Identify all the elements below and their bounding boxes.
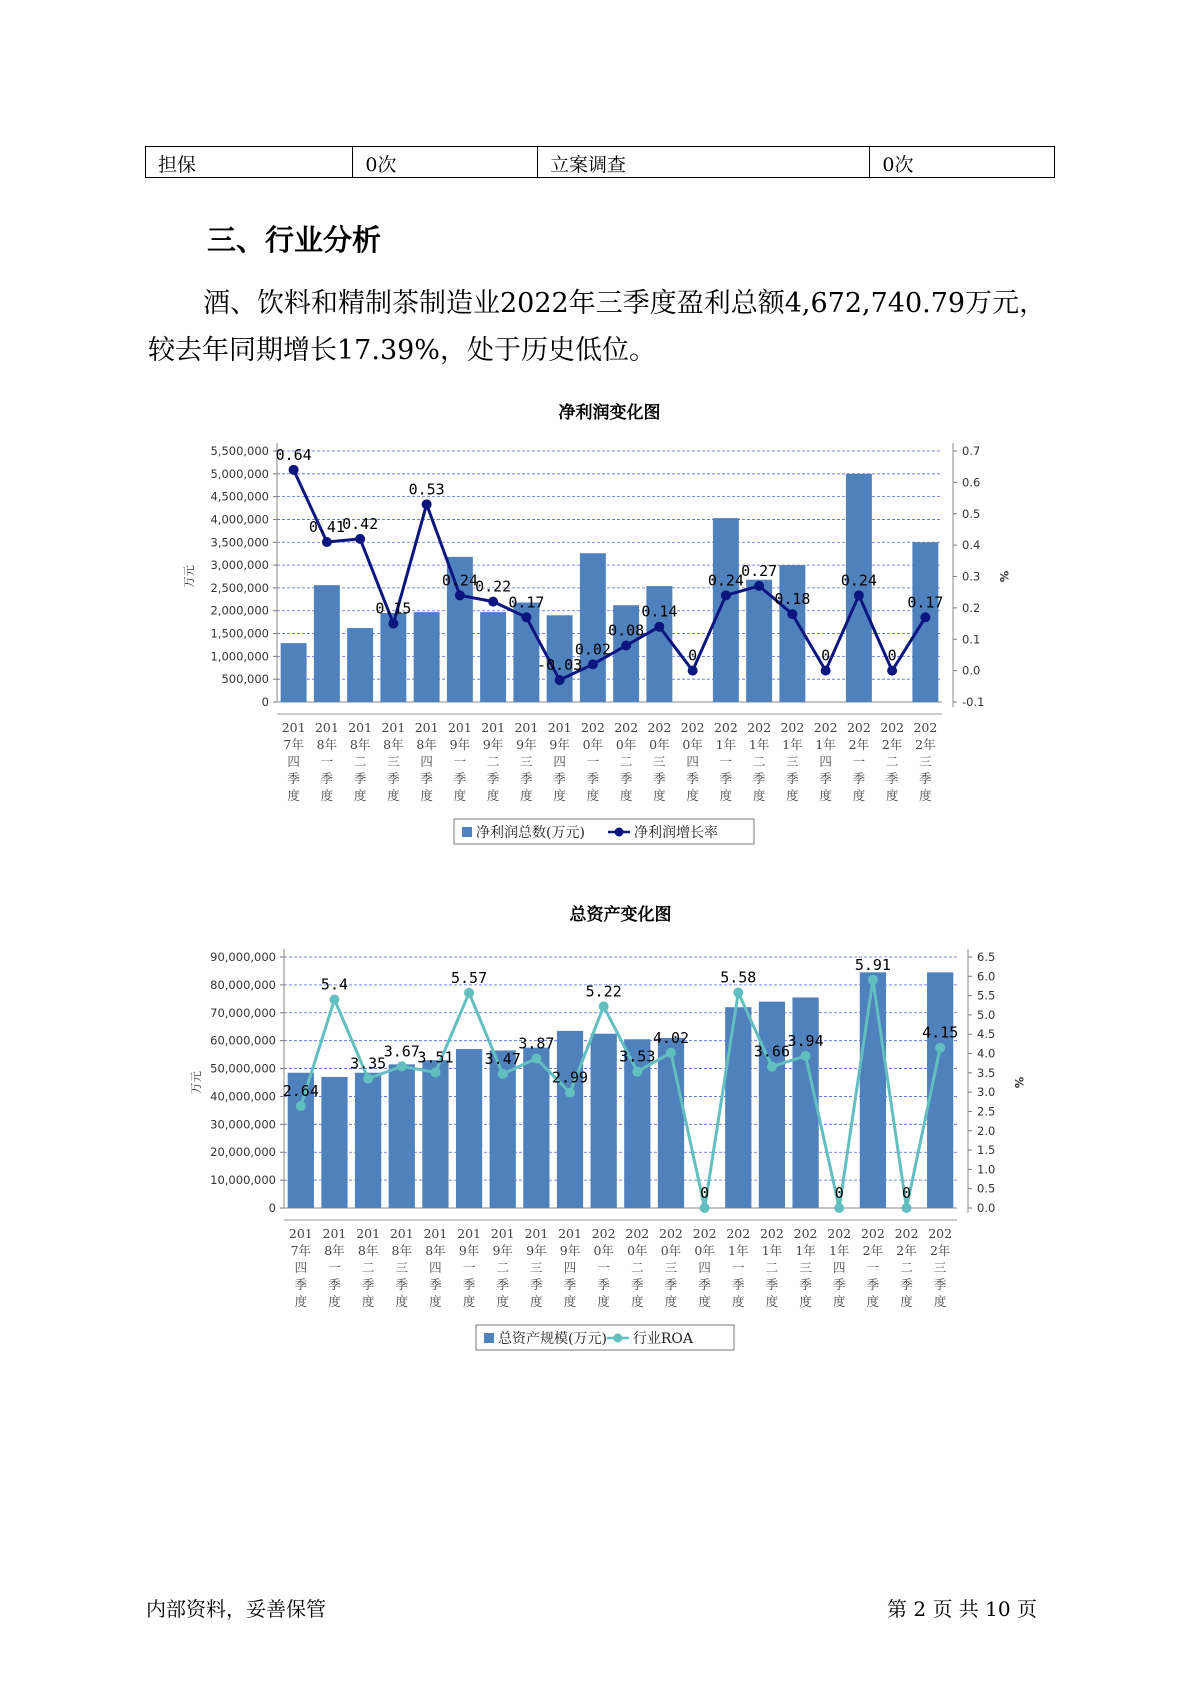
y2-tick-label: 0.6 [962, 475, 981, 490]
x-tick-label: 202 0年一季度 [580, 720, 605, 803]
data-label: 5.91 [854, 955, 891, 974]
x-tick-label: 202 1年一季度 [726, 1226, 751, 1309]
y-tick-label: 5,000,000 [210, 466, 269, 481]
data-label: 0.41 [308, 517, 345, 536]
line-point [935, 1043, 945, 1053]
y2-tick-label: 0.0 [962, 663, 981, 678]
y-tick-label: 3,000,000 [210, 558, 269, 573]
chart-title: 总资产变化图 [569, 905, 672, 925]
x-tick-label: 202 1年二季度 [759, 1226, 784, 1309]
y-tick-label: 2,500,000 [210, 580, 269, 595]
data-label: 0 [834, 1184, 844, 1202]
data-label: 3.53 [619, 1047, 656, 1066]
bar [759, 1002, 785, 1208]
x-tick-label: 201 7年四季度 [288, 1226, 313, 1309]
y2-tick-label: 0.1 [962, 632, 981, 647]
line-point [700, 1203, 710, 1213]
x-tick-label: 201 9年二季度 [490, 1226, 515, 1309]
y-tick-label: 10,000,000 [210, 1173, 276, 1188]
footer-note: 内部资料，妥善保管 [146, 1597, 326, 1621]
x-tick-label: 201 9年四季度 [558, 1226, 582, 1309]
line-point [767, 1062, 777, 1072]
data-label: 3.67 [383, 1042, 420, 1061]
y-tick-label: 500,000 [221, 672, 269, 687]
x-tick-label: 201 8年三季度 [381, 720, 406, 803]
table-cell: 0次 [353, 147, 538, 178]
data-label: 0.18 [774, 590, 811, 609]
data-label: 0 [902, 1184, 912, 1202]
x-tick-label: 202 1年三季度 [793, 1226, 818, 1309]
x-tick-label: 202 0年一季度 [591, 1226, 616, 1309]
x-tick-label: 202 1年四季度 [827, 1226, 852, 1309]
x-tick-label: 201 9年四季度 [547, 720, 572, 803]
x-tick-label: 202 2年三季度 [928, 1226, 953, 1309]
x-tick-label: 202 0年二季度 [625, 1226, 650, 1309]
x-tick-label: 202 1年二季度 [747, 720, 772, 803]
x-tick-label: 202 0年四季度 [680, 720, 705, 803]
data-label: 0.27 [741, 561, 778, 580]
bar [355, 1073, 381, 1208]
y2-axis-title: % [997, 570, 1011, 583]
y-axis-title: 万元 [182, 565, 196, 588]
line-point [801, 1051, 811, 1061]
x-tick-label: 202 1年一季度 [713, 720, 738, 803]
x-tick-label: 201 8年一季度 [314, 720, 339, 803]
data-label: 5.22 [585, 982, 622, 1001]
y2-tick-label: 2.0 [977, 1123, 996, 1138]
y2-tick-label: 0.5 [962, 506, 981, 521]
data-label: 0 [887, 646, 897, 665]
line-point [464, 988, 474, 998]
line-point [329, 994, 339, 1004]
x-tick-label: 202 2年二季度 [894, 1226, 919, 1309]
x-tick-label: 202 1年四季度 [813, 720, 838, 803]
y2-tick-label: 2.5 [977, 1104, 996, 1119]
y-tick-label: 1,500,000 [210, 626, 269, 641]
data-label: 0.24 [707, 571, 744, 590]
y2-tick-label: 3.0 [977, 1085, 996, 1100]
data-label: 0.17 [907, 593, 944, 612]
data-label: 0.42 [342, 514, 379, 533]
line-point [531, 1054, 541, 1064]
data-label: 3.94 [787, 1031, 824, 1050]
y2-tick-label: 5.0 [977, 1007, 996, 1022]
data-label: 2.99 [551, 1068, 589, 1087]
line-point [632, 1067, 642, 1077]
x-tick-label: 202 2年二季度 [880, 720, 905, 803]
x-tick-label: 201 8年三季度 [389, 1226, 414, 1309]
table-cell: 0次 [870, 147, 1055, 178]
y-tick-label: 90,000,000 [210, 950, 276, 964]
data-label: 4.02 [652, 1028, 690, 1047]
y-tick-label: 30,000,000 [210, 1117, 276, 1132]
x-tick-label: 201 9年二季度 [481, 720, 506, 803]
data-label: -0.03 [537, 656, 583, 675]
x-tick-label: 201 8年四季度 [414, 720, 439, 803]
y-tick-label: 2,000,000 [210, 603, 269, 618]
y-tick-label: 4,500,000 [210, 489, 269, 504]
data-label: 3.51 [417, 1048, 454, 1067]
data-label: 2.64 [282, 1082, 319, 1101]
y2-tick-label: 0.0 [977, 1201, 996, 1215]
line-point [733, 988, 743, 998]
x-tick-label: 202 1年三季度 [780, 720, 805, 803]
y2-tick-label: 1.5 [977, 1143, 996, 1158]
y2-tick-label: 3.5 [977, 1065, 996, 1080]
y-tick-label: 50,000,000 [210, 1061, 276, 1076]
section-heading: 三、行业分析 [207, 223, 382, 257]
bar [523, 1048, 549, 1208]
data-label: 0.64 [275, 445, 312, 464]
y-tick-label: 1,000,000 [210, 649, 269, 664]
x-tick-label: 201 7年四季度 [281, 720, 306, 803]
y2-tick-label: 1.0 [977, 1162, 996, 1177]
bar [422, 1060, 448, 1208]
line-point [834, 1203, 844, 1213]
data-label: 0.08 [608, 621, 645, 640]
line-point [296, 1101, 306, 1111]
section-paragraph: 酒、饮料和精制茶制造业2022年三季度盈利总额4,672,740.79万元，较去年同期增长17.39%，处于历史低位。 [148, 288, 1047, 366]
chart-title: 净利润变化图 [558, 403, 661, 423]
y2-tick-label: 0.3 [962, 569, 981, 584]
y-tick-label: 4,000,000 [210, 512, 269, 527]
line-point [565, 1088, 575, 1098]
bar [456, 1049, 482, 1208]
x-tick-label: 202 0年三季度 [647, 720, 672, 803]
data-label: 0.53 [408, 480, 445, 499]
y2-tick-label: 5.5 [977, 988, 996, 1003]
legend-label: 净利润总数(万元) [476, 825, 585, 841]
y-tick-label: 3,500,000 [210, 535, 269, 550]
x-tick-label: 202 2年一季度 [860, 1226, 885, 1309]
data-label: 0.15 [375, 599, 412, 618]
legend-label: 行业ROA [632, 1331, 694, 1347]
y-tick-label: 20,000,000 [210, 1145, 276, 1160]
data-label: 0.24 [840, 571, 877, 590]
line-point [868, 975, 878, 985]
y-tick-label: 60,000,000 [210, 1033, 276, 1048]
y-tick-label: 80,000,000 [210, 977, 276, 992]
y-tick-label: 5,500,000 [210, 444, 269, 458]
x-tick-label: 202 0年三季度 [659, 1226, 683, 1309]
y-tick-label: 0 [268, 1201, 276, 1215]
data-label: 5.58 [720, 968, 757, 987]
data-label: 0 [688, 646, 698, 665]
bar [389, 1064, 415, 1208]
x-tick-label: 202 0年四季度 [692, 1226, 717, 1309]
data-label: 0.02 [574, 640, 611, 659]
x-tick-label: 202 0年二季度 [614, 720, 639, 803]
data-label: 0 [700, 1184, 710, 1202]
legend-bar-swatch [484, 1333, 494, 1343]
data-label: 3.47 [484, 1050, 521, 1069]
y2-tick-label: 6.0 [977, 969, 996, 984]
data-label: 3.66 [753, 1042, 790, 1061]
table-cell: 立案调查 [537, 147, 869, 178]
data-label: 0.14 [641, 602, 678, 621]
bar [321, 1077, 347, 1208]
y-tick-label: 0 [261, 695, 269, 709]
data-label: 4.15 [922, 1023, 959, 1042]
data-label: 0 [821, 646, 831, 665]
x-tick-label: 201 8年一季度 [322, 1226, 347, 1309]
line-point [363, 1074, 373, 1084]
bar [591, 1034, 617, 1208]
x-tick-label: 202 2年一季度 [846, 720, 871, 803]
y2-tick-label: -0.1 [962, 695, 985, 709]
y-tick-label: 40,000,000 [210, 1089, 276, 1104]
y2-tick-label: 4.0 [977, 1046, 996, 1061]
data-label: 3.35 [350, 1054, 387, 1073]
y2-tick-label: 0.5 [977, 1181, 996, 1196]
y2-tick-label: 0.4 [962, 538, 981, 553]
bar [557, 1031, 583, 1208]
y-axis-title: 万元 [189, 1071, 203, 1094]
line-point [430, 1067, 440, 1077]
line-point [397, 1061, 407, 1071]
data-label: 0.24 [441, 571, 478, 590]
bar [725, 1007, 751, 1208]
data-label: 5.57 [451, 968, 488, 987]
line-point [666, 1048, 676, 1058]
legend-label: 净利润增长率 [634, 825, 718, 841]
x-tick-label: 201 9年一季度 [447, 720, 472, 803]
y2-tick-label: 6.5 [977, 950, 996, 964]
legend-point-swatch [613, 1334, 622, 1343]
data-label: 0.17 [508, 593, 545, 612]
x-tick-label: 201 8年二季度 [348, 720, 373, 803]
y-tick-label: 70,000,000 [210, 1005, 276, 1020]
bar [658, 1038, 684, 1208]
x-tick-label: 201 8年四季度 [423, 1226, 448, 1309]
line-point [902, 1203, 912, 1213]
x-tick-label: 201 9年三季度 [524, 1226, 549, 1309]
x-tick-label: 201 9年三季度 [514, 720, 539, 803]
line-point [498, 1069, 508, 1079]
legend-label: 总资产规模(万元) [498, 1331, 607, 1347]
line-point [599, 1001, 609, 1011]
x-tick-label: 201 8年二季度 [356, 1226, 381, 1309]
x-tick-label: 202 2年三季度 [913, 720, 938, 803]
y2-axis-title: % [1012, 1076, 1026, 1089]
data-label: 0.22 [475, 577, 512, 596]
x-tick-label: 201 9年一季度 [457, 1226, 482, 1309]
page-number: 第 2 页 共 10 页 [887, 1597, 1037, 1621]
data-label: 3.87 [518, 1034, 555, 1053]
y2-tick-label: 0.2 [962, 600, 981, 615]
y2-tick-label: 0.7 [962, 444, 981, 458]
bar [860, 972, 886, 1208]
table-cell: 担保 [146, 147, 353, 178]
y2-tick-label: 4.5 [977, 1027, 996, 1042]
data-label: 5.4 [320, 975, 349, 994]
